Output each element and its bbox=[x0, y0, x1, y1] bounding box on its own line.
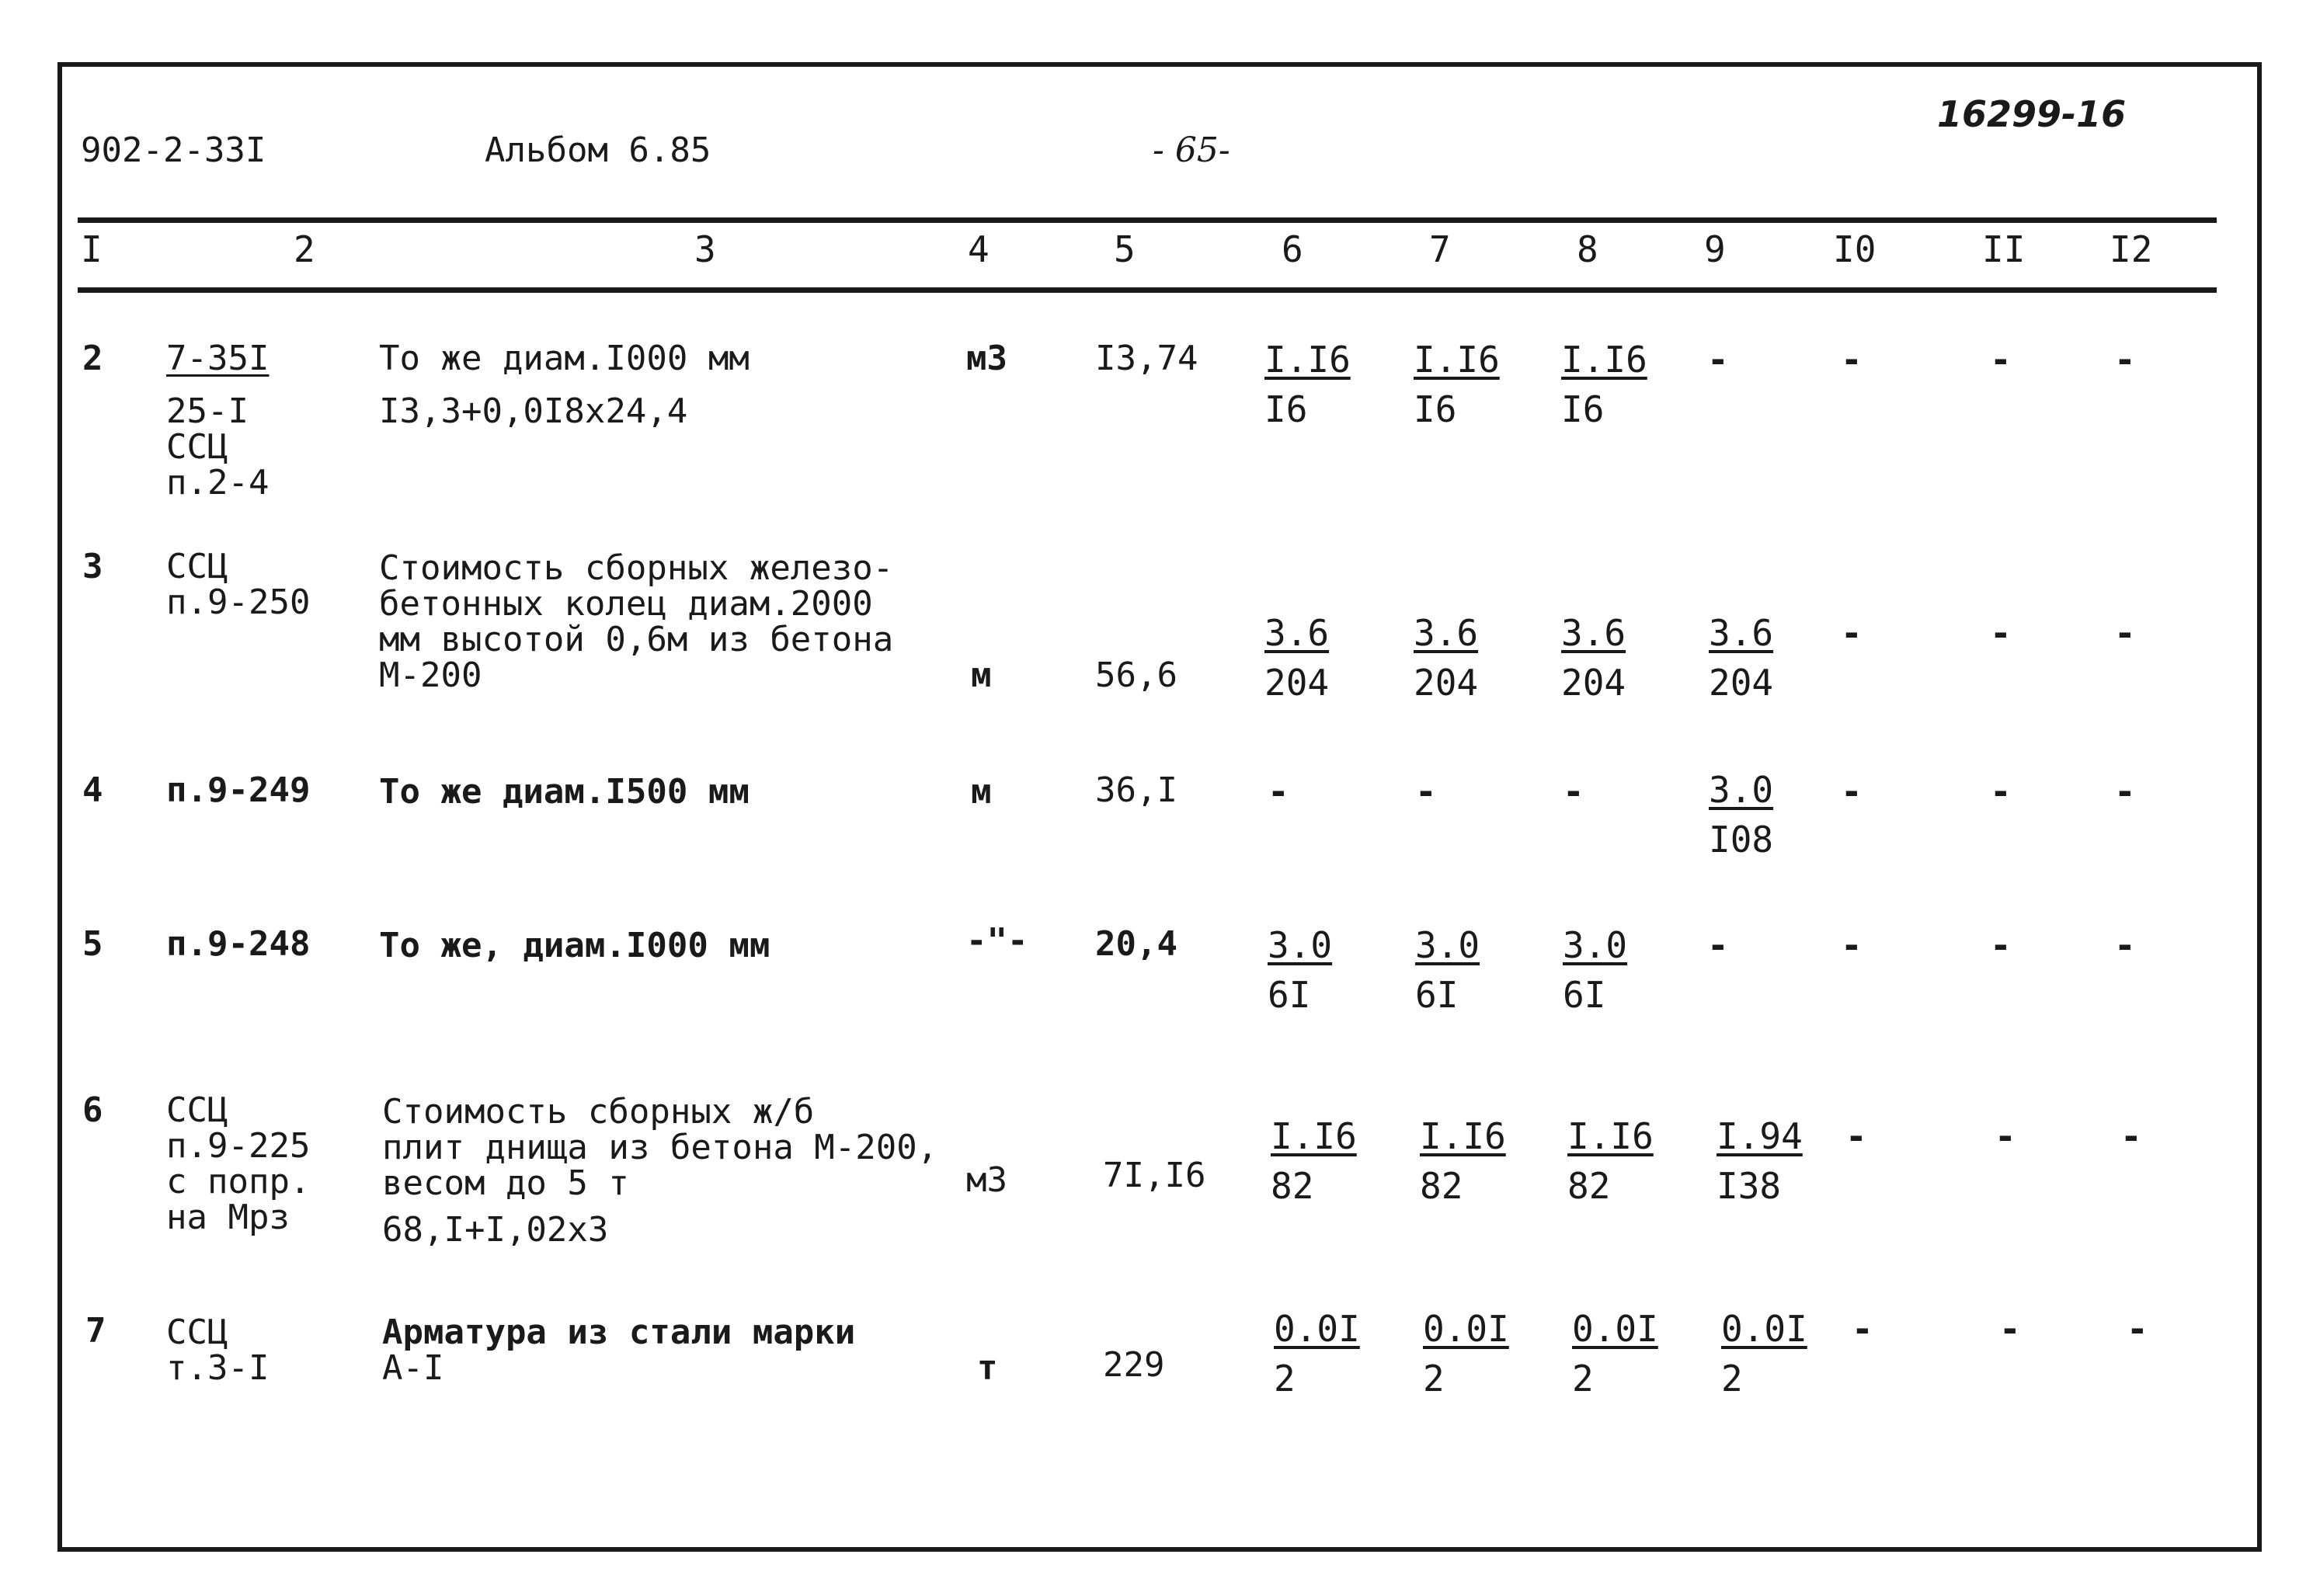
item-description: Стоимость сборных ж/б bbox=[382, 1092, 815, 1132]
value-fraction: $\frac{0.0I}{2}$ bbox=[1423, 1308, 1509, 1400]
col-header-12: I2 bbox=[2110, 228, 2153, 270]
value-fraction: $\frac{I.I6}{82}$ bbox=[1567, 1115, 1654, 1207]
item-description: плит днища из бетона М-200, bbox=[382, 1128, 938, 1167]
col-header-8: 8 bbox=[1577, 228, 1598, 270]
value-fraction: $\frac{3.6}{204}$ bbox=[1264, 612, 1330, 704]
unit-price: 56,6 bbox=[1095, 655, 1177, 695]
header-rule-top bbox=[78, 217, 2217, 223]
value-fraction: $\frac{3.6}{204}$ bbox=[1709, 612, 1774, 704]
ref-code: 25-I bbox=[166, 391, 249, 431]
ref-code: п.9-250 bbox=[166, 582, 311, 622]
ref-code: ССЦ bbox=[166, 1090, 228, 1130]
col-header-10: I0 bbox=[1833, 228, 1877, 270]
item-description: То же диам.I000 мм bbox=[379, 339, 750, 378]
item-description: Арматура из стали марки bbox=[382, 1313, 856, 1352]
header-rule-bottom bbox=[78, 287, 2217, 293]
empty-value-dash: - bbox=[1268, 770, 1289, 812]
value-fraction: $\frac{I.I6}{I6}$ bbox=[1561, 339, 1647, 430]
row-number: 7 bbox=[85, 1311, 106, 1351]
empty-value-dash: - bbox=[1841, 612, 1863, 654]
doc-code: 902-2-33I bbox=[81, 130, 266, 170]
row-number: 4 bbox=[82, 770, 103, 810]
ref-code: 7-35I bbox=[166, 339, 270, 378]
item-description: бетонных колец диам.2000 bbox=[379, 584, 873, 624]
empty-value-dash: - bbox=[1999, 1308, 2021, 1350]
empty-value-dash: - bbox=[1995, 1115, 2016, 1157]
unit-price: 20,4 bbox=[1095, 924, 1177, 964]
value-fraction: $\frac{3.0}{I08}$ bbox=[1709, 769, 1774, 861]
ref-code: с попр. bbox=[166, 1162, 311, 1201]
empty-value-dash: - bbox=[2114, 924, 2136, 966]
item-formula: I3,3+0,0I8x24,4 bbox=[379, 391, 688, 431]
empty-value-dash: - bbox=[1990, 339, 2012, 381]
empty-value-dash: - bbox=[2114, 339, 2136, 381]
row-number: 5 bbox=[82, 924, 103, 964]
item-description: весом до 5 т bbox=[382, 1163, 629, 1203]
value-fraction: $\frac{3.6}{204}$ bbox=[1561, 612, 1626, 704]
ref-code: т.3-I bbox=[166, 1348, 270, 1388]
empty-value-dash: - bbox=[1990, 924, 2012, 966]
item-description: То же, диам.I000 мм bbox=[379, 926, 770, 965]
unit-price: 7I,I6 bbox=[1103, 1156, 1206, 1195]
unit: м3 bbox=[966, 339, 1007, 378]
empty-value-dash: - bbox=[1707, 339, 1729, 381]
empty-value-dash: - bbox=[1852, 1308, 1873, 1350]
ref-code: п.9-225 bbox=[166, 1126, 311, 1166]
empty-value-dash: - bbox=[1415, 770, 1437, 812]
ref-code: п.2-4 bbox=[166, 463, 270, 502]
unit-price: I3,74 bbox=[1095, 339, 1198, 378]
unit: м3 bbox=[966, 1160, 1007, 1200]
unit: -"- bbox=[966, 921, 1028, 961]
empty-value-dash: - bbox=[1841, 770, 1863, 812]
empty-value-dash: - bbox=[2127, 1308, 2148, 1350]
ref-code: ССЦ bbox=[166, 1313, 228, 1352]
value-fraction: $\frac{3.0}{6I}$ bbox=[1268, 924, 1333, 1016]
item-description: мм высотой 0,6м из бетона bbox=[379, 620, 894, 659]
unit-price: 36,I bbox=[1095, 770, 1177, 810]
value-fraction: $\frac{I.I6}{I6}$ bbox=[1414, 339, 1500, 430]
col-header-6: 6 bbox=[1282, 228, 1303, 270]
unit: м bbox=[971, 655, 992, 695]
value-fraction: $\frac{I.94}{I38}$ bbox=[1717, 1115, 1803, 1207]
value-fraction: $\frac{0.0I}{2}$ bbox=[1572, 1308, 1658, 1400]
item-description: М-200 bbox=[379, 655, 482, 695]
empty-value-dash: - bbox=[1990, 770, 2012, 812]
item-description: Стоимость сборных железо- bbox=[379, 548, 894, 588]
value-fraction: $\frac{0.0I}{2}$ bbox=[1274, 1308, 1360, 1400]
item-formula: 68,I+I,02x3 bbox=[382, 1210, 609, 1250]
value-fraction: $\frac{I.I6}{82}$ bbox=[1420, 1115, 1506, 1207]
handwritten-stamp: 16299-16 bbox=[1937, 93, 2127, 135]
empty-value-dash: - bbox=[1707, 924, 1729, 966]
col-header-7: 7 bbox=[1429, 228, 1451, 270]
empty-value-dash: - bbox=[2114, 612, 2136, 654]
row-number: 2 bbox=[82, 339, 103, 378]
item-description: То же диам.I500 мм bbox=[379, 772, 750, 812]
unit: т bbox=[977, 1348, 998, 1388]
unit-price: 229 bbox=[1103, 1345, 1165, 1385]
empty-value-dash: - bbox=[1841, 339, 1863, 381]
col-header-5: 5 bbox=[1114, 228, 1136, 270]
ref-code: ССЦ bbox=[166, 427, 228, 467]
value-fraction: $\frac{0.0I}{2}$ bbox=[1721, 1308, 1807, 1400]
unit: м bbox=[971, 772, 992, 812]
album-label: Альбом 6.85 bbox=[485, 130, 711, 170]
row-number: 6 bbox=[82, 1090, 103, 1130]
page-number: - 65- bbox=[1153, 130, 1230, 170]
empty-value-dash: - bbox=[1841, 924, 1863, 966]
ref-code: п.9-249 bbox=[166, 770, 311, 810]
value-fraction: $\frac{3.6}{204}$ bbox=[1414, 612, 1479, 704]
ref-code: на Мрз bbox=[166, 1198, 290, 1237]
empty-value-dash: - bbox=[1845, 1115, 1867, 1157]
empty-value-dash: - bbox=[2114, 770, 2136, 812]
value-fraction: $\frac{3.0}{6I}$ bbox=[1563, 924, 1628, 1016]
item-description: А-I bbox=[382, 1348, 444, 1388]
col-header-3: 3 bbox=[694, 228, 716, 270]
row-number: 3 bbox=[82, 547, 103, 586]
col-header-11: II bbox=[1982, 228, 2026, 270]
value-fraction: $\frac{I.I6}{I6}$ bbox=[1264, 339, 1351, 430]
ref-code: ССЦ bbox=[166, 547, 228, 586]
value-fraction: $\frac{3.0}{6I}$ bbox=[1415, 924, 1480, 1016]
empty-value-dash: - bbox=[1990, 612, 2012, 654]
ref-code: п.9-248 bbox=[166, 924, 311, 964]
empty-value-dash: - bbox=[1563, 770, 1584, 812]
empty-value-dash: - bbox=[2120, 1115, 2142, 1157]
col-header-9: 9 bbox=[1704, 228, 1726, 270]
col-header-1: I bbox=[81, 228, 103, 270]
col-header-2: 2 bbox=[294, 228, 315, 270]
value-fraction: $\frac{I.I6}{82}$ bbox=[1271, 1115, 1357, 1207]
col-header-4: 4 bbox=[968, 228, 990, 270]
